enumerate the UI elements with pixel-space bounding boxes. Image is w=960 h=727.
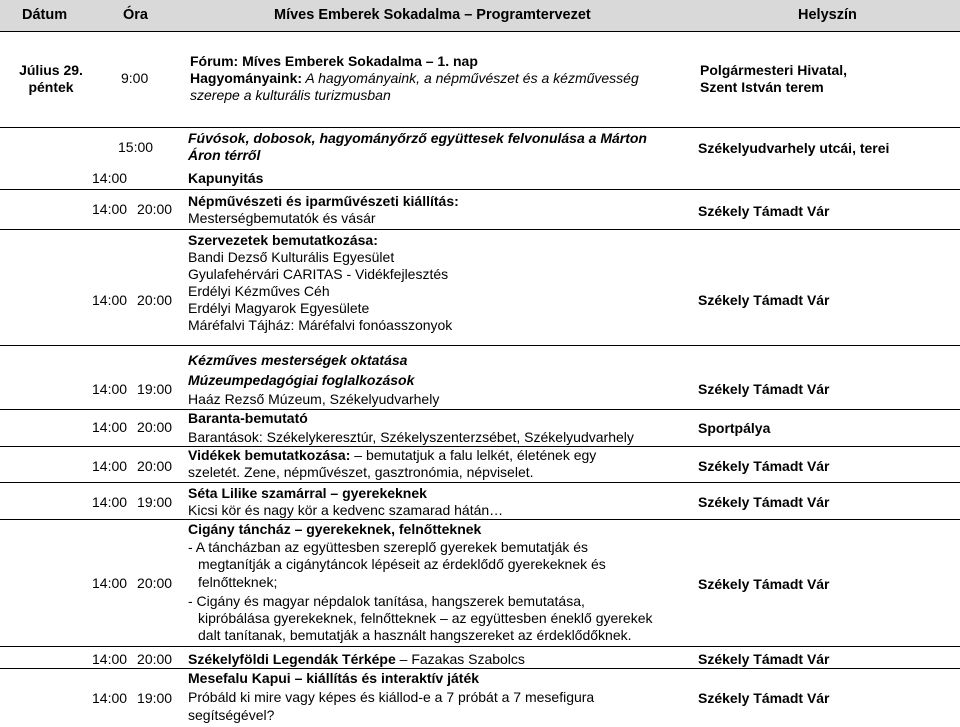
row-line: segítségével? [188,707,275,723]
row-title: Székelyföldi Legendák Térképe [188,651,396,667]
separator [0,127,960,128]
row-time [92,381,172,397]
separator [0,668,960,669]
day-date: Július 29. [19,62,83,78]
time-start: 14:00 [92,494,128,510]
row-line [188,651,525,668]
header-time: Óra [123,7,148,23]
time-end: 19:00 [137,494,173,510]
row-time: 14:00 [92,170,128,186]
row-desc: – bemutatjuk a falu lelkét, életének egy [350,447,597,463]
row-title: Múzeumpedagógiai foglalkozások [188,372,415,388]
row-line [190,70,639,87]
row-place: Székely Támadt Vár [698,651,830,667]
row-title: Fórum: Míves Emberek Sokadalma – 1. nap [190,53,478,69]
row-time: 15:00 [118,139,154,155]
row-desc: A hagyományaink, a népművészet és a kézművesség [302,70,639,86]
time-start: 14:00 [92,651,128,667]
row-time: 9:00 [121,70,149,86]
row-place: Székely Támadt Vár [698,203,830,219]
row-title: Fúvósok, dobosok, hagyományőrző együttesek felvonulása a Márton [188,130,647,146]
time-end: 20:00 [137,292,173,308]
time-end: 20:00 [137,651,173,667]
time-end: 20:00 [137,575,173,591]
time-start: 14:00 [92,575,128,591]
time-start: 14:00 [92,381,128,397]
time-end: 20:00 [137,419,173,435]
row-place: Székely Támadt Vár [698,458,830,474]
header-date: Dátum [22,7,68,23]
row-line: Barantások: Székelykeresztúr, Székelyszenterzsébet, Székelyudvarhely [188,429,634,445]
time-start: 14:00 [92,419,128,435]
time-start: 14:00 [92,690,128,706]
row-line: Haáz Rezső Múzeum, Székelyudvarhely [188,391,440,407]
row-place: Székely Támadt Vár [698,292,830,308]
row-title: Baranta-bemutató [188,410,308,426]
row-line: megtanítják a cigánytáncok lépéseit az érdeklődő gyerekeknek és [198,556,606,572]
row-label: Hagyományaink: [190,70,303,86]
separator [0,345,960,346]
row-title: Cigány táncház – gyerekeknek, felnőtteknek [188,521,482,537]
row-title: Népművészeti és iparművészeti kiállítás: [188,193,459,209]
header-place: Helyszín [798,7,857,23]
separator [0,519,960,520]
time-start: 14:00 [92,201,128,217]
row-place: Székely Támadt Vár [698,381,830,397]
row-place: Sportpálya [698,420,771,436]
row-place: Székely Támadt Vár [698,576,830,592]
row-line: - Cigány és magyar népdalok tanítása, hangszerek bemutatása, [188,593,585,609]
section-title: Kézműves mesterségek oktatása [188,352,408,368]
separator [0,482,960,483]
row-time [92,419,172,435]
row-line: Mesterségbemutatók és vásár [188,210,376,226]
row-line: Máréfalvi Tájház: Máréfalvi fonóasszonyok [188,317,453,333]
row-line [188,447,596,464]
row-line: szerepe a kulturális turizmusban [190,87,391,103]
header-program: Míves Emberek Sokadalma – Programtervezet [274,7,591,23]
row-time [92,292,172,308]
row-line: Próbáld ki mire vagy képes és kiállod-e a 7 próbát a 7 mesefigura [188,689,595,705]
row-place: Polgármesteri Hivatal, [700,62,848,78]
row-title: Séta Lilike szamárral – gyerekeknek [188,485,427,501]
row-place: Székely Támadt Vár [698,494,830,510]
day-weekday: péntek [28,79,74,95]
time-end: 20:00 [137,201,173,217]
time-end: 19:00 [137,381,173,397]
separator [0,229,960,230]
row-title: Áron térről [188,147,261,163]
row-line: dalt tanítanak, bemutatják a használt hangszereket az érdeklődőknek. [198,627,632,643]
row-place: Székelyudvarhely utcái, terei [698,140,890,156]
row-time [92,458,172,474]
separator [0,409,960,410]
row-time [92,651,172,667]
row-line: Gyulafehérvári CARITAS - Vidékfejlesztés [188,266,449,282]
row-line: szeletét. Zene, népművészet, gasztronómia, népviselet. [188,464,534,480]
row-time [92,201,172,217]
table-header [0,0,960,32]
row-desc: – Fazakas Szabolcs [395,651,525,667]
time-end: 19:00 [137,690,173,706]
row-time [92,690,172,706]
time-start: 14:00 [92,458,128,474]
time-end: 20:00 [137,458,173,474]
row-time [92,494,172,510]
row-line: Erdélyi Magyarok Egyesülete [188,300,370,316]
row-line: - A táncházban az együttesben szereplő gyerekek bemutatják és [188,539,589,555]
row-title: Vidékek bemutatkozása: [188,447,351,463]
row-line: Kicsi kör és nagy kör a kedvenc szamarad hátán… [188,502,504,518]
time-start: 14:00 [92,292,128,308]
separator [0,189,960,190]
row-place: Szent István terem [700,79,824,95]
separator [0,646,960,647]
row-title: Szervezetek bemutatkozása: [188,232,378,248]
row-time [92,575,172,591]
row-line: Erdélyi Kézműves Céh [188,283,330,299]
row-title: Mesefalu Kapui – kiállítás és interaktív játék [188,670,480,686]
row-line: Bandi Dezső Kulturális Egyesület [188,249,395,265]
row-line: kipróbálása gyerekeknek, felnőtteknek – az együttesben éneklő gyerekek [198,610,653,626]
row-line: felnőtteknek; [198,574,278,590]
row-title: Kapunyitás [188,170,264,186]
row-place: Székely Támadt Vár [698,690,830,706]
